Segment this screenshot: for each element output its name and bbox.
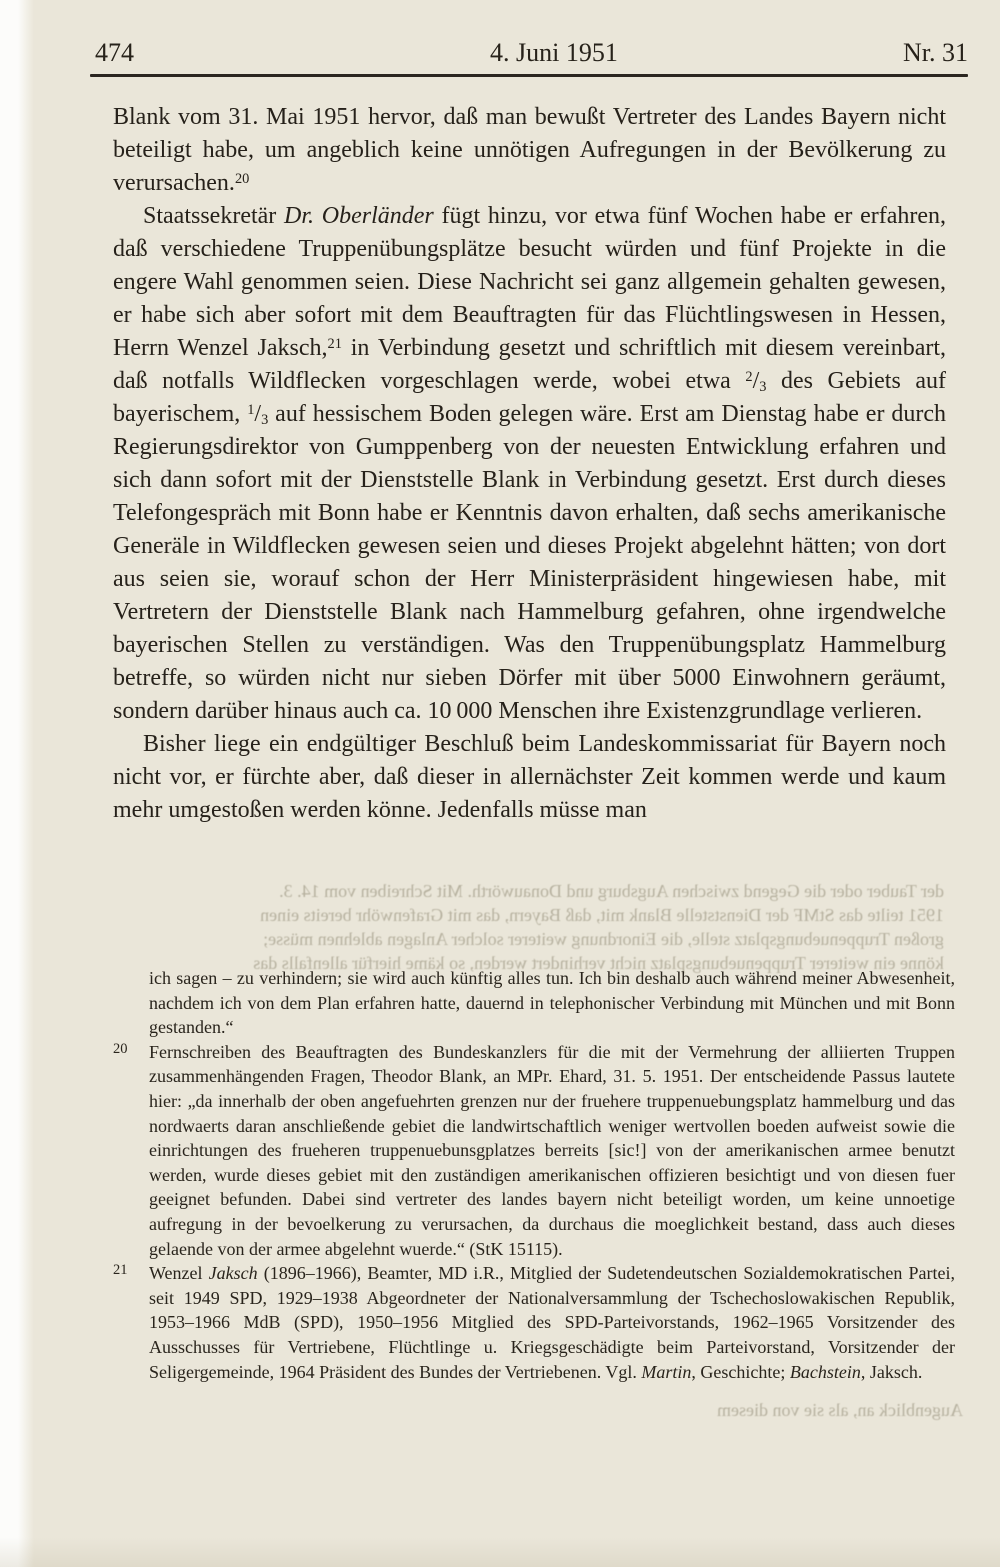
footnote-21 — [113, 1261, 955, 1384]
body-paragraph: Blank vom 31. Mai 1951 hervor, daß man bewußt Vertreter des Landes Bayern nicht beteiligt habe, um angeblich keine unnötigen Aufregungen in der Bevölkerung zu verursachen.$^{20}$ — [113, 104, 946, 196]
bleedthrough-line: könne ein weiterer Truppenuebungsplatz nicht verhindert werden, so käme hierfür allenfalls das — [253, 953, 944, 973]
footnote-text: ich sagen – zu verhindern; sie wird auch künftig alles tun. Ich bin deshalb auch während meiner Abwesenheit, nachdem ich von dem Plan erfahren hatte, dauernd in telephonischer Verbindung mit München und mit Bonn gestanden.“ — [149, 968, 955, 1038]
footnote-20 — [113, 1040, 955, 1261]
header-divider-rule — [90, 74, 968, 77]
page-number: 474 — [95, 38, 134, 67]
scan-bottom-shadow — [0, 1537, 1000, 1567]
footnote-text: Fernschreiben des Beauftragten des Bundeskanzlers für die mit der Vermehrung der alliierten Truppen zusammenhängenden Fragen, Theodor Blank, an MPr. Ehard, 31. 5. 1951. Der entscheidende Passus lautete hier: „da innerhalb der oben angefuehrten grenzen nur der fruehere truppenuebungsplatz hammelburg und das nordwaerts daran anschließende gebiet die landwirtschaftlich weniger wertvollen boeden aufweist sowie die einrichtungen des frueheren truppenuebunsgplatzes berreits [sic!] von der amerikanischen armee benutzt werden, wurde dieses gebiet mit den zuständigen amerikanischen offizieren besichtigt und von diesen fuer geeignet befunden. Dabei sind vertreter des landes bayern nicht beteiligt worden, um keine unnoetige aufregung in der bevoelkerung zu verursachen, da durchaus die moeglichkeit bestand, dass auch dieses gelaende von der armee abgelehnt wuerde.“ (StK 15115). — [149, 1041, 955, 1259]
body-paragraph: Bisher liege ein endgültiger Beschluß beim Landeskommissariat für Bayern noch nicht vor, er fürchte aber, daß dieser in allernächster Zeit kommen werde und kaum mehr umgestoßen werden könne. Jedenfalls müsse man — [113, 731, 946, 823]
bleedthrough-line: 1951 teilte das StMF der Dienststelle Blank mit, daß Bayern, das mit Grafenwöhr bereits einen — [260, 905, 944, 925]
footnote-continuation — [113, 966, 955, 1040]
bleedthrough-line: großen Truppenuebungsplatz stelle, die Einordnung weiterer solcher Anlagen ablehnen müsse; — [263, 929, 944, 949]
scan-edge-highlight — [0, 0, 34, 1567]
bleedthrough-line: der Tauber oder die Gegend zwischen Augsburg und Donauwörth. Mit Schreiben vom 14. 3. — [279, 881, 944, 901]
header-issue-number: Nr. 31 — [903, 38, 968, 67]
bleedthrough-line: Augenblick an, als sie von diesem — [717, 1400, 963, 1420]
ink-bleedthrough-text — [618, 1398, 963, 1422]
body-paragraph: Staatssekretär Dr. Oberländer fügt hinzu, vor etwa fünf Wochen habe er erfahren, daß verschiedene Truppenübungsplätze besucht würden und fünf Projekte in die engere Wahl genommen seien. Diese Nachricht sei ganz allgemein gehalten gewesen, er habe sich aber sofort mit dem Beauftragten für das Flüchtlingswesen in Hessen, Herrn Wenzel Jaksch,$^{21}$ in Verbindung gesetzt und schriftlich mit diesem vereinbart, daß notfalls Wildflecken vorgeschlagen werde, wobei etwa $^2/_3$ des Gebiets auf bayerischem, $^1/_3$ auf hessischem Boden gelegen wäre. Erst am Dienstag habe er durch Regierungsdirektor von Gumppenberg von der neuesten Entwicklung erfahren und sich dann sofort mit der Dienststelle Blank in Verbindung gesetzt. Erst durch dieses Telefongespräch mit Bonn habe er Kenntnis davon erhalten, daß sechs amerikanische Generäle in Wildflecken gewesen seien und dieses Projekt abgelehnt hätten; von dort aus seien sie, worauf schon der Herr Ministerpräsident hingewiesen habe, mit Vertretern der Dienststelle Blank nach Hammelburg gefahren, ohne irgendwelche bayerischen Stellen zu verständigen. Was den Truppenübungsplatz Hammelburg betreffe, so würden nicht nur sieben Dörfer mit über 5000 Einwohnern geräumt, sondern darüber hinaus auch ca. 10 000 Menschen ihre Existenzgrundlage verlieren. — [113, 203, 947, 724]
footnote-marker: 20 — [113, 1040, 128, 1057]
footnotes-block — [113, 966, 955, 1384]
page-header — [92, 38, 968, 72]
main-text-block — [113, 101, 946, 827]
header-date: 4. Juni 1951 — [490, 38, 618, 67]
footnote-marker: 21 — [113, 1262, 128, 1279]
ink-bleedthrough-text — [118, 879, 944, 975]
footnote-text: Wenzel Jaksch (1896–1966), Beamter, MD i.R., Mitglied der Sudetendeutschen Sozialdemokratischen Partei, seit 1949 SPD, 1929–1938 Abgeordneter der Nationalversammlung der Tschechoslowakischen Republik, 1953–1966 MdB (SPD), 1950–1956 Mitglied des SPD-Parteivorstands, 1962–1965 Vorsitzender des Ausschusses für Vertriebene, Flüchtlinge u. Kriegsgeschädigte beim Parteivorstand, Vorsitzender der Seligergemeinde, 1964 Präsident des Bundes der Vertriebenen. Vgl. Martin, Geschichte; Bachstein, Jaksch. — [149, 1263, 955, 1382]
